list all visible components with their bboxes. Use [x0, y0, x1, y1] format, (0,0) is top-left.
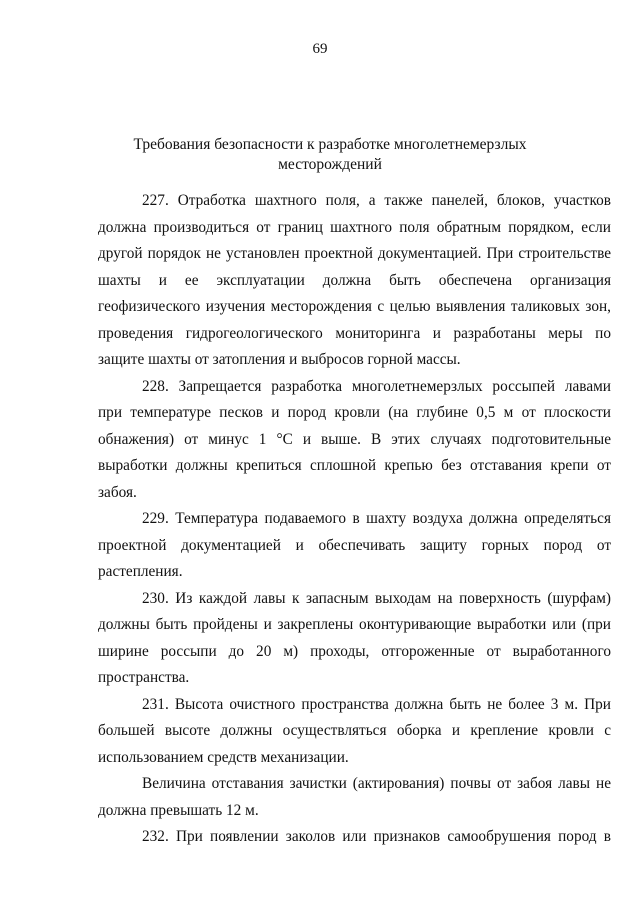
- page-number: 69: [312, 41, 328, 57]
- text-line: 229. Температура подаваемого в шахту воздуха должна определяться: [142, 510, 611, 527]
- text-line: должна превышать 12 м.: [98, 801, 259, 819]
- text-line: забоя.: [98, 483, 137, 501]
- text-line: должна производиться от границ шахтного поля обратным порядком, если: [98, 218, 611, 236]
- section-heading: [120, 135, 540, 175]
- paragraph-229: [98, 506, 611, 586]
- text-line: выработки должны крепиться сплошной крепью без отставания крепи от: [98, 457, 611, 474]
- text-line: использованием средств механизации.: [98, 748, 349, 766]
- text-line: Величина отставания зачистки (актирования) почвы от забоя лавы не: [142, 775, 611, 792]
- paragraph-227: [98, 188, 611, 374]
- document-body: [98, 188, 611, 851]
- paragraph-232: [98, 824, 611, 851]
- text-line: защите шахты от затопления и выбросов горной массы.: [98, 351, 461, 368]
- text-line: большей высоте должны осуществляться оборка и крепление кровли с: [98, 722, 611, 739]
- text-line: 232. При появлении заколов или признаков самообрушения пород в: [142, 828, 611, 845]
- paragraph-231-note: [98, 771, 611, 824]
- text-line: обнажения) от минус 1 °С и выше. В этих случаях подготовительные: [98, 430, 611, 448]
- text-line: растепления.: [98, 563, 183, 580]
- text-line: 228. Запрещается разработка многолетнемерзлых россыпей лавами: [142, 377, 611, 395]
- text-line: шахты и ее эксплуатации должна быть обеспечена организация: [98, 271, 611, 289]
- text-line: 230. Из каждой лавы к запасным выходам на поверхность (шурфам): [142, 589, 611, 607]
- text-line: другой порядок не установлен проектной документацией. При строительстве: [98, 245, 611, 262]
- paragraph-231: [98, 692, 611, 772]
- text-line: геофизического изучения месторождения с целью выявления таликовых зон,: [98, 298, 611, 315]
- paragraph-230: [98, 586, 611, 692]
- text-line: пространства.: [98, 669, 190, 686]
- text-line: ширине россыпи до 20 м) проходы, отгороженные от выработанного: [98, 642, 611, 660]
- text-line: должны быть пройдены и закреплены оконтуривающие выработки или (при: [98, 616, 611, 633]
- text-line: проведения гидрогеологического мониторинга и разработаны меры по: [98, 324, 611, 342]
- heading-line: Требования безопасности к разработке многолетнемерзлых: [133, 136, 527, 153]
- text-line: 227. Отработка шахтного поля, а также панелей, блоков, участков: [142, 192, 611, 209]
- paragraph-228: [98, 374, 611, 507]
- heading-line: месторождений: [278, 156, 382, 173]
- text-line: проектной документацией и обеспечивать защиту горных пород от: [98, 536, 611, 554]
- text-line: 231. Высота очистного пространства должна быть не более 3 м. При: [142, 695, 611, 713]
- text-line: при температуре песков и пород кровли (на глубине 0,5 м от плоскости: [98, 404, 611, 421]
